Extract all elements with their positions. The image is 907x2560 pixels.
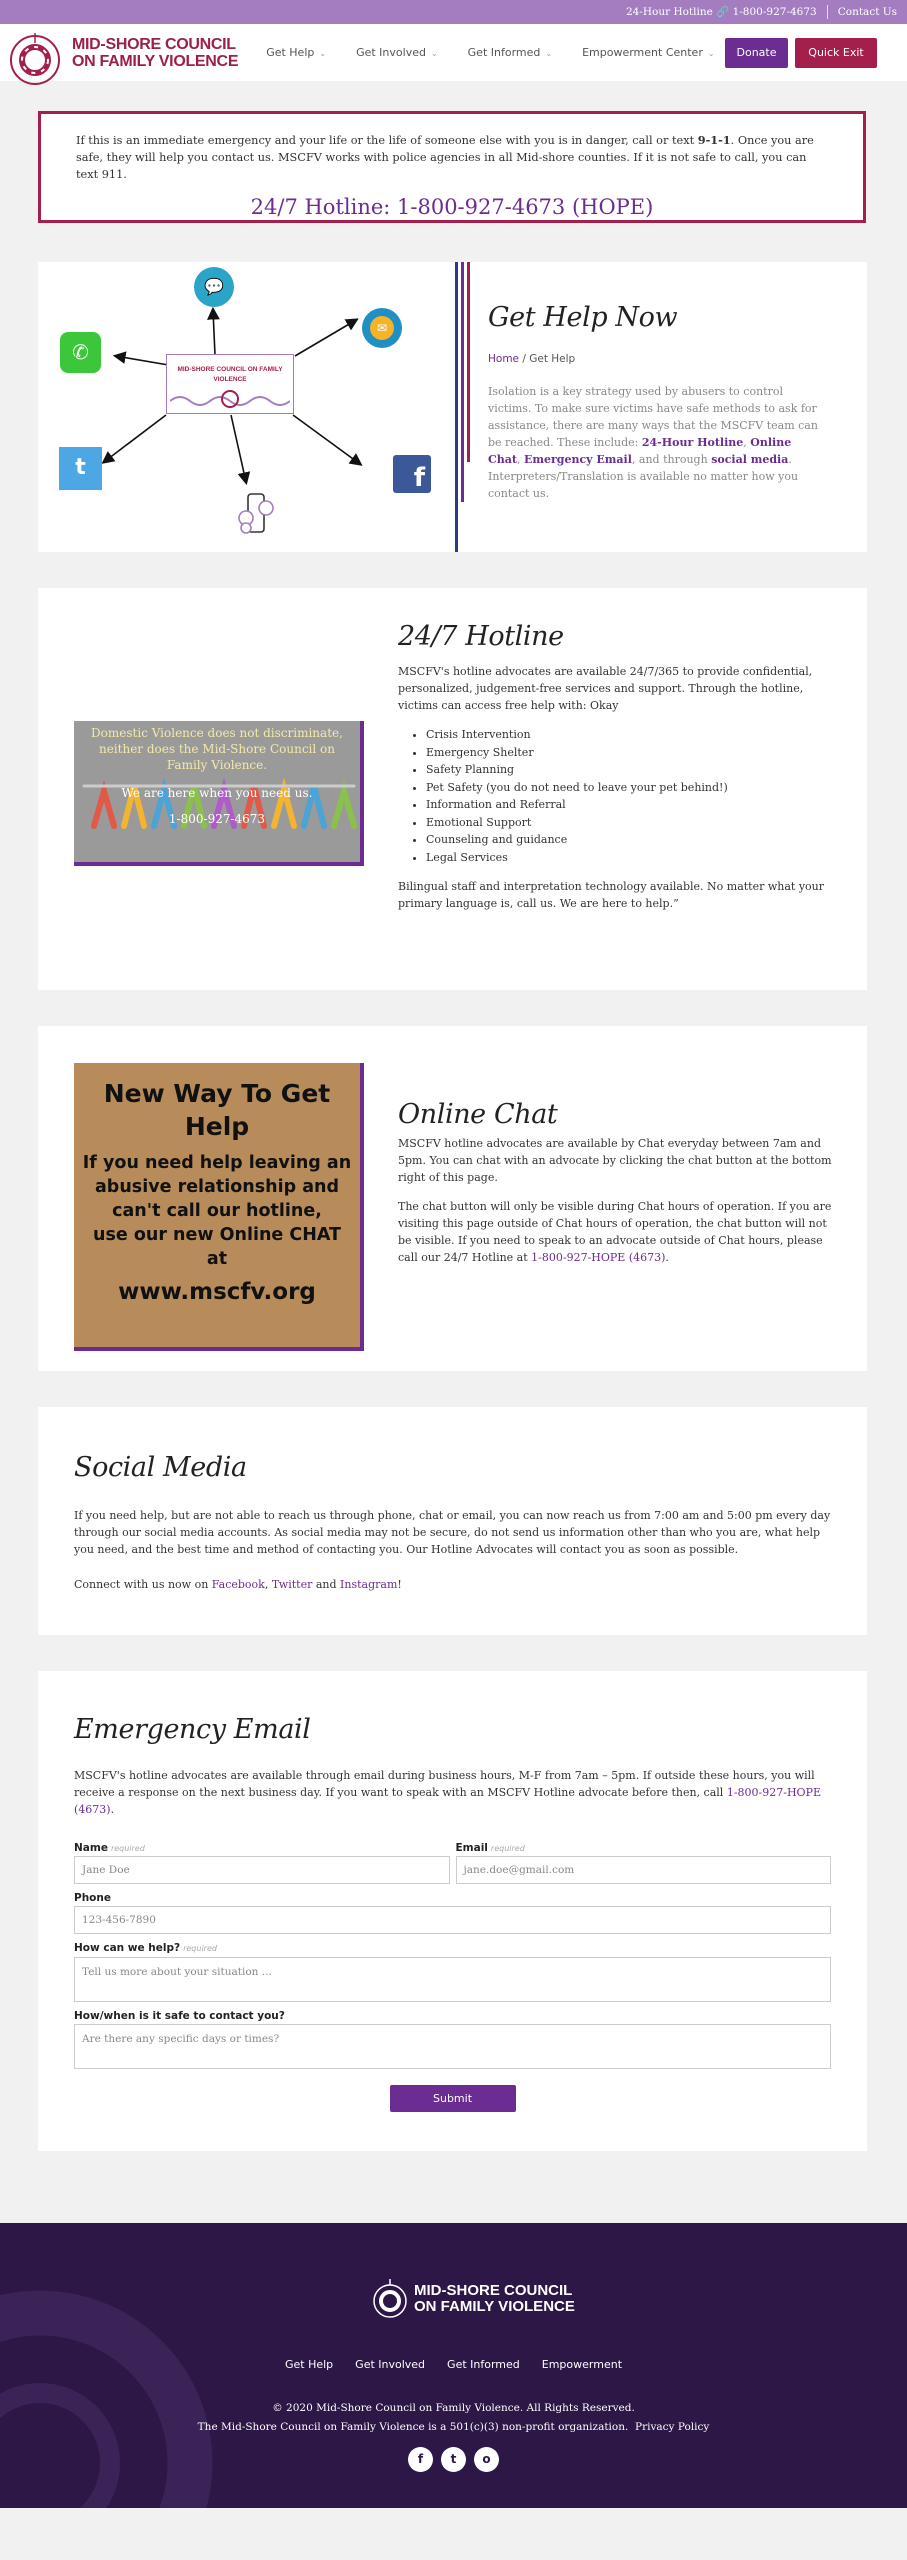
- poster-line: neither does the Mid-Shore Council on: [98, 742, 336, 756]
- help-label: [74, 1940, 831, 1956]
- emergency-email-section: [38, 1671, 867, 2151]
- nav-empowerment-center[interactable]: [582, 44, 714, 61]
- bang-text: !: [397, 1577, 402, 1591]
- submit-button[interactable]: Submit: [390, 2085, 516, 2112]
- accent-bar-purple: [461, 262, 464, 502]
- footer-nav-get-help[interactable]: Get Help: [284, 2358, 334, 2371]
- logo-line-1: MID-SHORE COUNCIL: [414, 2282, 573, 2299]
- section-title: 24/7 Hotline: [398, 621, 564, 652]
- list-item: • Emotional Support: [426, 814, 838, 832]
- phone-group: [74, 1890, 831, 1934]
- logo-line-2: ON FAMILY VIOLENCE: [414, 2298, 575, 2315]
- footer-copyright: [0, 2399, 907, 2437]
- chat-announcement-image: [74, 1063, 364, 1351]
- chat-bubble-icon: 💬: [194, 267, 234, 307]
- email-icon: ✉: [362, 308, 402, 348]
- connect-text: Connect with us now on: [74, 1577, 212, 1591]
- footer-nav-get-informed[interactable]: Get Informed: [447, 2358, 520, 2371]
- safe-group: [74, 2008, 831, 2069]
- poster-phone: 1-800-927-4673: [168, 812, 266, 826]
- get-help-text-a: Isolation is a key strategy used by abusers to control victims. To make sure victims have safe methods to ask for assistance, there are many ways that the MSCFV team can be reached. These include:: [488, 385, 818, 450]
- logo-line-1: MID-SHORE COUNCIL: [72, 35, 236, 53]
- quick-exit-button[interactable]: Quick Exit: [795, 38, 877, 68]
- email-intro: [74, 1767, 831, 1818]
- section-title: Emergency Email: [74, 1714, 311, 1745]
- get-help-section: [38, 262, 867, 552]
- diagram-logo-text: MID-SHORE COUNCIL ON FAMILY VIOLENCE: [177, 366, 283, 384]
- chat-paragraph-2: [398, 1198, 838, 1266]
- email-anchor-link[interactable]: Emergency Email: [523, 453, 632, 467]
- topbar-divider: [827, 5, 828, 19]
- get-help-text-b: . Interpreters/Translation is available no matter how you contact us.: [488, 453, 799, 501]
- instagram-icon[interactable]: o: [474, 2447, 499, 2472]
- name-field[interactable]: Jane Doe: [74, 1856, 450, 1884]
- chevron-down-icon: ⌄: [319, 48, 327, 58]
- hotline-intro: MSCFV's hotline advocates are available 24/7/365 to provide confidential, personalized, judgement-free services and support. Through the hotline, victims can access free help with: Okay: [398, 665, 813, 712]
- logo-text: [72, 36, 238, 70]
- footer-logo-text: [414, 2283, 575, 2315]
- list-item: • Safety Planning: [426, 761, 838, 779]
- footer-nav-empowerment[interactable]: Empowerment: [541, 2358, 623, 2371]
- services-list: [426, 726, 838, 866]
- donate-button[interactable]: Donate: [725, 38, 788, 68]
- name-label: [74, 1840, 450, 1856]
- alert-text-a: If this is an immediate emergency and your life or the life of someone else with you is in danger, call or text: [76, 134, 698, 147]
- diagram-logo: [166, 354, 294, 414]
- hotline-phone-link[interactable]: 1-800-927-HOPE (4673): [531, 1251, 666, 1264]
- page-title: Get Help Now: [488, 302, 678, 333]
- card-line: can't call our hotline,: [112, 1201, 322, 1221]
- safe-label: How/when is it safe to contact you?: [74, 2009, 285, 2022]
- breadcrumb: [488, 351, 818, 367]
- poster-line: Family Violence.: [166, 758, 268, 772]
- accent-bar-maroon: [467, 262, 470, 462]
- breadcrumb-separator: /: [519, 352, 530, 365]
- nav-get-help[interactable]: [266, 44, 326, 61]
- social-connect: [74, 1576, 831, 1593]
- list-item: • Information and Referral: [426, 796, 838, 814]
- chat-text-end: .: [665, 1251, 669, 1264]
- email-label: [456, 1840, 832, 1856]
- list-item: • Crisis Intervention: [426, 726, 838, 744]
- nav-label: Get Help: [266, 45, 315, 59]
- list-item: • Counseling and guidance: [426, 831, 838, 849]
- list-item: • Emergency Shelter: [426, 744, 838, 762]
- twitter-link[interactable]: Twitter: [271, 1577, 313, 1591]
- logo-line-2: ON FAMILY VIOLENCE: [72, 52, 239, 70]
- logo-ring-icon: [8, 33, 62, 87]
- emergency-alert: [38, 111, 866, 223]
- list-item: • Legal Services: [426, 849, 838, 867]
- chevron-down-icon: ⌄: [545, 48, 553, 58]
- heart-wave-icon: [170, 387, 290, 413]
- privacy-policy-link[interactable]: Privacy Policy: [635, 2421, 710, 2433]
- social-media-section: [38, 1407, 867, 1635]
- chat-text-b: The chat button will only be visible during Chat hours of operation. If you are visiting this page outside of Chat hours of operation, the chat button will not be visible. If you need to speak to an advocate outside of Chat hours, please call our 24/7 Hotline at: [398, 1200, 832, 1264]
- logo-ring-icon: [372, 2279, 408, 2319]
- poster-line: We are here when you need us.: [121, 786, 313, 800]
- phone-label: Phone: [74, 1892, 111, 1905]
- alert-text: [76, 132, 828, 183]
- card-heading: Help: [184, 1112, 250, 1141]
- safe-contact-textarea[interactable]: Are there any specific days or times?: [74, 2024, 831, 2069]
- nav-label: Get Involved: [356, 45, 426, 59]
- nav-label: Empowerment Center: [582, 45, 703, 59]
- phone-field[interactable]: 123-456-7890: [74, 1906, 831, 1934]
- help-textarea[interactable]: Tell us more about your situation ...: [74, 1957, 831, 2002]
- nonprofit-line: [0, 2418, 907, 2437]
- chevron-down-icon: ⌄: [707, 48, 715, 58]
- alert-hotline: 24/7 Hotline: 1-800-927-4673 (HOPE): [250, 195, 654, 219]
- alert-911: 9-1-1: [697, 133, 731, 147]
- poster-text: [74, 721, 360, 831]
- card-line: If you need help leaving an: [82, 1153, 352, 1173]
- facebook-icon[interactable]: f: [408, 2447, 433, 2472]
- section-title: Social Media: [74, 1452, 247, 1483]
- and-text: and: [312, 1577, 341, 1591]
- hotline-phone-link[interactable]: 1-800-927-HOPE (4673): [74, 1785, 822, 1816]
- email-intro-text: MSCFV's hotline advocates are available through email during business hours, M-F from 7am – 5pm. If outside these hours, you will receive a response on the next business day. If you want to speak with an MSCFV Hotline advocate before then, call: [74, 1768, 815, 1799]
- twitter-icon: t: [59, 447, 102, 490]
- hotline-section: [38, 588, 867, 990]
- form-row-help: [74, 1940, 831, 2001]
- facebook-link[interactable]: Facebook: [211, 1577, 265, 1591]
- card-body: [74, 1151, 360, 1271]
- site-logo[interactable]: [8, 19, 238, 87]
- hotline-text: [398, 621, 838, 912]
- social-paragraph: If you need help, but are not able to reach us through phone, chat or email, you can now reach us from 7:00 am and 5:00 pm every day through our social media accounts. As social media may not be secure, do not send us information other than who you are, what help you need, and the best time and method of contacting you. Our Hotline Advocates will contact you as soon as possible.: [74, 1508, 831, 1556]
- footer-nav: [0, 2356, 907, 2373]
- breadcrumb-home-link[interactable]: Home: [488, 352, 520, 365]
- required-tag: required: [110, 1843, 145, 1853]
- chat-anchor-link[interactable]: Online Chat: [488, 436, 792, 467]
- get-help-text: [488, 297, 818, 502]
- card-line: abusive relationship and: [94, 1177, 340, 1197]
- hotline-poster: [74, 721, 364, 866]
- copyright-text: © 2020 Mid-Shore Council on Family Violence. All Rights Reserved.: [272, 2402, 635, 2414]
- get-help-text-and: , and through: [631, 453, 712, 467]
- contact-us-link[interactable]: Contact Us: [837, 5, 897, 18]
- chat-paragraph-1: MSCFV hotline advocates are available by Chat everyday between 7am and 5pm. You can chat with an advocate by clicking the chat button at the bottom right of this page.: [398, 1137, 832, 1184]
- chat-text: [398, 1099, 838, 1266]
- form-row-phone: [74, 1890, 831, 1934]
- card-line: at: [206, 1249, 228, 1269]
- email-field[interactable]: jane.doe@gmail.com: [456, 1856, 832, 1884]
- email-group: [456, 1840, 832, 1884]
- footer-social: [0, 2447, 907, 2472]
- online-chat-section: [38, 1026, 867, 1371]
- poster-line: Domestic Violence does not discriminate,: [91, 726, 343, 740]
- nav-label: Get Informed: [467, 45, 541, 59]
- form-row-safe: [74, 2008, 831, 2069]
- help-label-text: How can we help?: [74, 1942, 181, 1955]
- nav-get-involved[interactable]: [356, 44, 438, 61]
- chevron-down-icon: ⌄: [430, 48, 438, 58]
- twitter-icon[interactable]: t: [441, 2447, 466, 2472]
- contact-methods-diagram: [38, 262, 453, 552]
- name-group: [74, 1840, 450, 1884]
- header-buttons: [725, 38, 877, 68]
- email-intro-end: .: [110, 1802, 115, 1816]
- alert-text-c: . Once you are safe, they will help you contact us. MSCFV works with police agencies in all Mid-shore counties. If it is not safe to call, you can text 911.: [76, 134, 814, 181]
- nav-get-informed[interactable]: [468, 44, 552, 61]
- section-title: Online Chat: [398, 1099, 558, 1130]
- help-group: [74, 1940, 831, 2001]
- card-heading: New Way To Get: [103, 1079, 331, 1108]
- comma-text: ,: [264, 1577, 272, 1591]
- social-anchor-link[interactable]: social media: [711, 453, 789, 467]
- email-label-text: Email: [455, 1841, 488, 1854]
- card-line: use our new Online CHAT: [93, 1225, 341, 1245]
- hotline-link[interactable]: 24-Hour Hotline 🔗 1-800-927-4673: [625, 5, 817, 18]
- hotline-anchor-link[interactable]: 24-Hour Hotline: [641, 436, 744, 450]
- get-help-paragraph: Isolation is a key strategy used by abusers to control victims. To make sure victims have safe methods to ask for assistance, there are many ways that the MSCFV team can be reached. These include: 24-Hour Hotline, Online Chat, Emergency Email, and through social media. Interpreters/Translation is available no matter how you contact us.: [488, 385, 818, 501]
- hotline-outro: Bilingual staff and interpretation technology available. No matter what your primary language is, call us. We are here to help.”: [398, 880, 825, 910]
- nonprofit-text: The Mid-Shore Council on Family Violence is a 501(c)(3) non-profit organization.: [197, 2421, 629, 2433]
- instagram-link[interactable]: Instagram: [340, 1577, 398, 1591]
- accent-bar-blue: [455, 262, 458, 552]
- main-nav: [266, 44, 714, 61]
- card-url: www.mscfv.org: [118, 1279, 316, 1305]
- name-label-text: Name: [74, 1841, 108, 1854]
- footer-logo[interactable]: [372, 2279, 575, 2319]
- phone-icon: ✆: [60, 332, 101, 373]
- breadcrumb-current: Get Help: [529, 352, 576, 365]
- form-row-name-email: [74, 1840, 831, 1884]
- required-tag: required: [183, 1944, 217, 1954]
- mobile-chat-icon: [238, 492, 276, 536]
- list-item: • Pet Safety (you do not need to leave your pet behind!): [426, 779, 838, 797]
- site-footer: [0, 2223, 907, 2508]
- footer-nav-get-involved[interactable]: Get Involved: [355, 2358, 426, 2371]
- facebook-icon: f: [393, 455, 431, 493]
- required-tag: required: [490, 1843, 525, 1853]
- site-header: [0, 24, 907, 81]
